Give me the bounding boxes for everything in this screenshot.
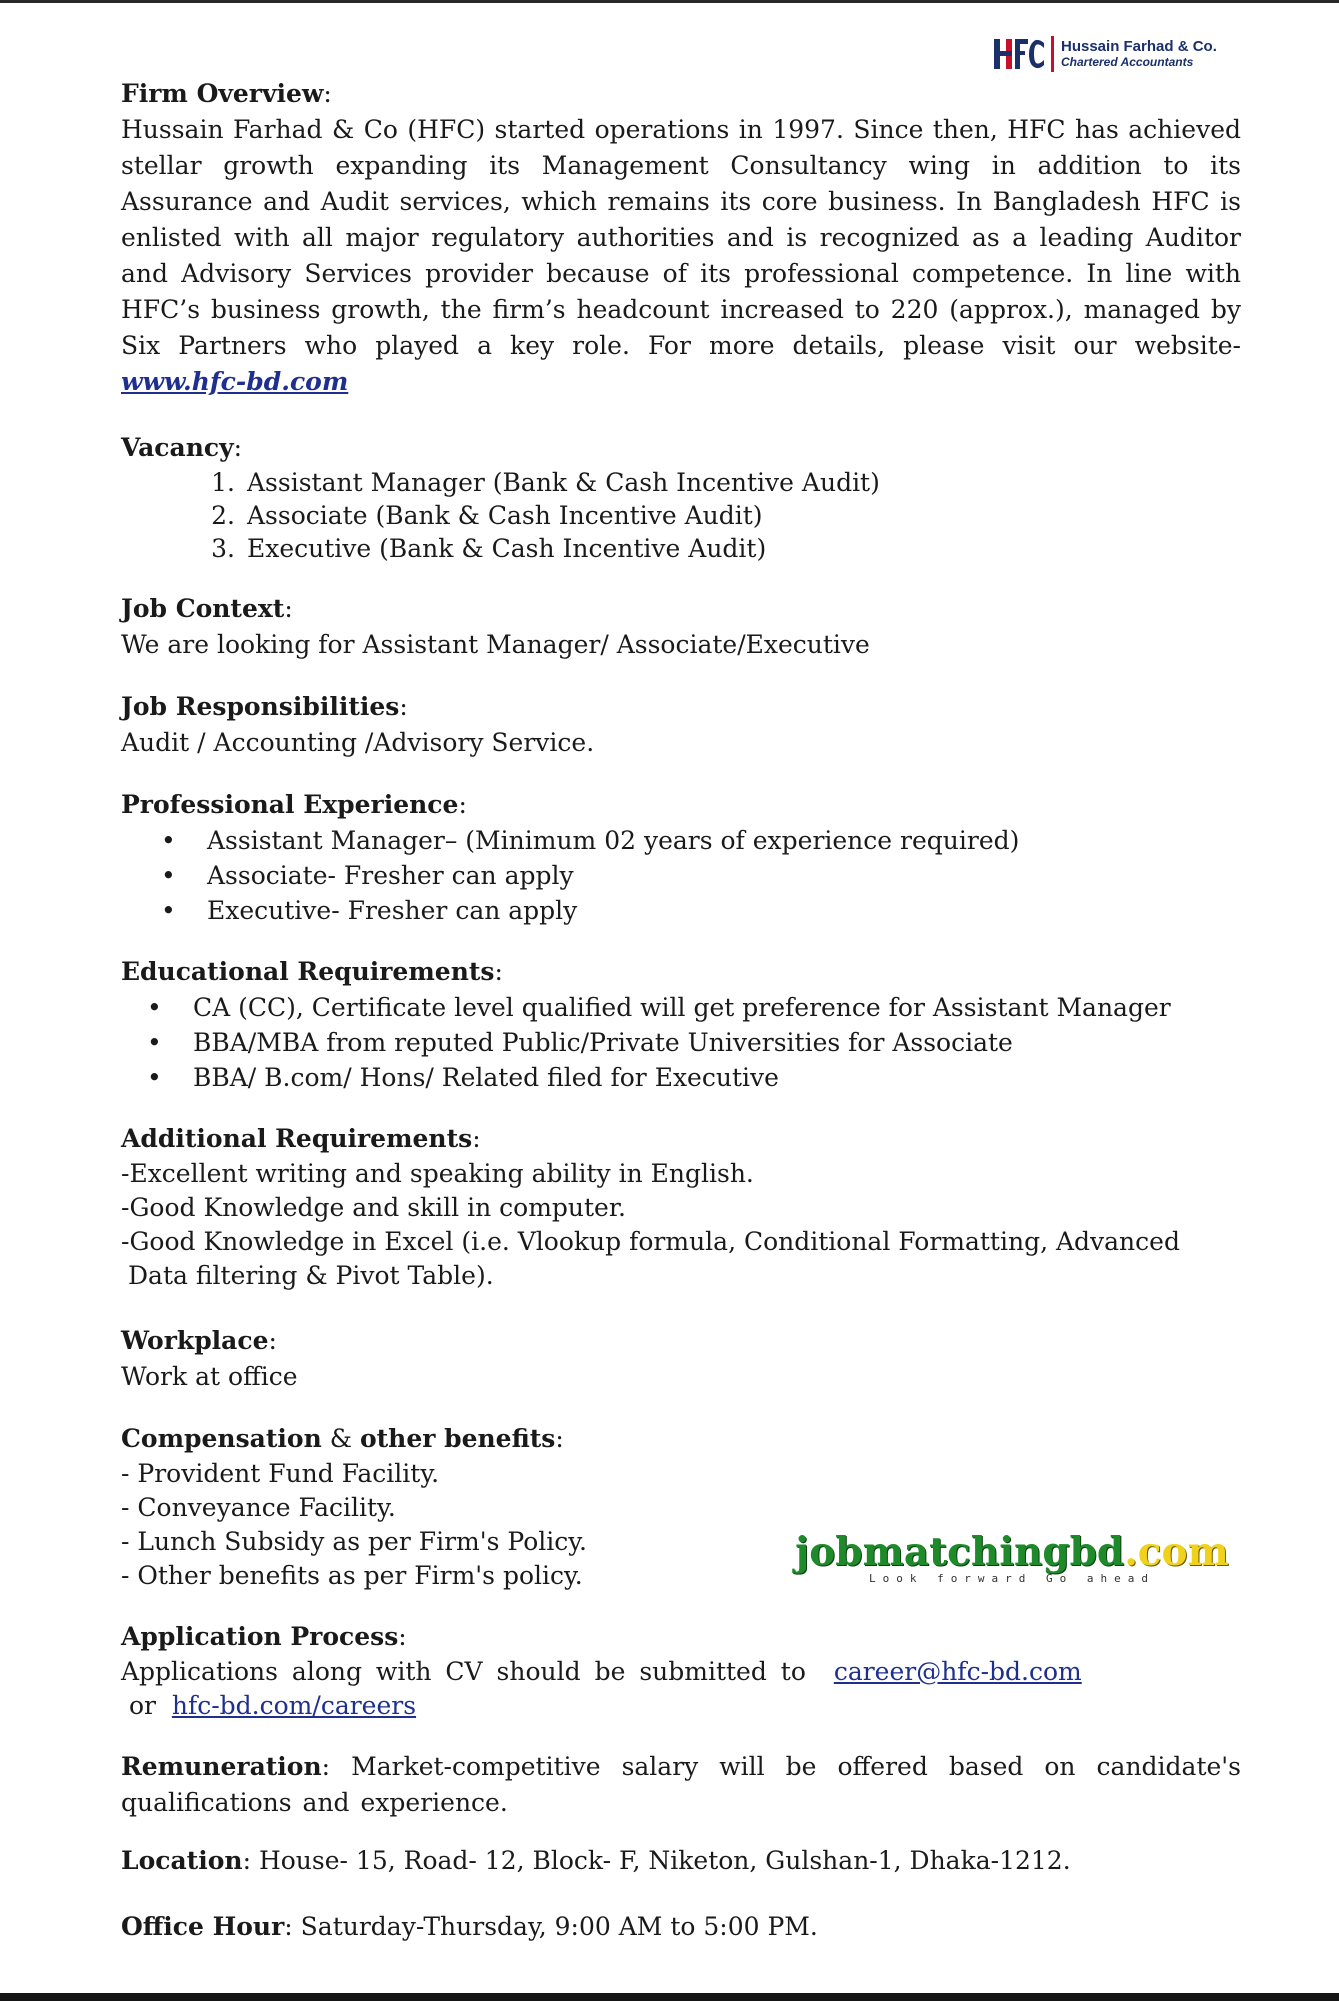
office-hour-text: Saturday-Thursday, 9:00 AM to 5:00 PM. [300, 1912, 818, 1941]
watermark-brand [792, 1530, 1232, 1574]
firm-overview-body: Hussain Farhad & Co (HFC) started operations in 1997. Since then, HFC has achieved stellar growth expanding its Management Consultancy wing in addition to its Assurance and Audit services, which remains its core business. In Bangladesh HFC is enlisted with all major regulatory authorities and is recognized as a leading Auditor and Advisory Services provider because of its professional competence. In line with HFC’s business growth, the firm’s headcount increased to 220 (approx.), managed by Six Partners who played a key role. For more details, please visit our website- [121, 115, 1241, 360]
jobmatchingbd-watermark [792, 1530, 1232, 1586]
workplace-section: Workplace: Work at office [121, 1323, 1241, 1395]
list-number: 1. [211, 468, 235, 497]
list-number: 3. [211, 534, 235, 563]
vacancy-item-text: Executive (Bank & Cash Incentive Audit) [247, 534, 767, 563]
vacancy-item-text: Assistant Manager (Bank & Cash Incentive Audit) [247, 468, 880, 497]
location-label: Location [121, 1846, 243, 1875]
application-text: Applications along with CV should be submitted to [121, 1657, 806, 1686]
logo-divider [1051, 36, 1054, 72]
job-context-heading: Job Context [121, 594, 285, 623]
educational-requirements-section: Educational Requirements: • CA (CC), Certificate level qualified will get preference for Assistant Manager • BBA/MBA from reputed Public/Private Universities for Associate • BBA/ B.com/ Hons/ Related filed for Executive [121, 954, 1241, 1095]
remuneration-section: Remuneration: Market-competitive salary will be offered based on candidate's qualifications and experience. [121, 1752, 1241, 1817]
educational-requirements-heading: Educational Requirements [121, 957, 495, 986]
benefit-line: - Other benefits as per Firm's policy. [121, 1561, 583, 1590]
application-process-section: Application Process: Applications along with CV should be submitted to career@hfc-bd.com or hfc-bd.com/careers [121, 1619, 1241, 1723]
hfc-logo-mark [993, 35, 1045, 73]
additional-requirement-line: -Good Knowledge and skill in computer. [121, 1193, 627, 1222]
list-item: • Assistant Manager– (Minimum 02 years of experience required) [121, 823, 1241, 858]
additional-requirement-line: -Good Knowledge in Excel (i.e. Vlookup formula, Conditional Formatting, Advanced [121, 1227, 1180, 1256]
education-list [121, 990, 1241, 1095]
compensation-heading: Compensation [121, 1424, 322, 1453]
logo-company-name: Hussain Farhad & Co. [1061, 38, 1217, 56]
professional-experience-heading: Professional Experience [121, 790, 459, 819]
job-responsibilities-heading: Job Responsibilities [121, 692, 400, 721]
additional-requirement-line: Data filtering & Pivot Table). [128, 1261, 494, 1290]
workplace-heading: Workplace [121, 1326, 269, 1355]
careers-page-link[interactable]: hfc-bd.com/careers [171, 1691, 417, 1720]
list-number: 2. [211, 501, 235, 530]
list-item: • Executive- Fresher can apply [121, 893, 1241, 928]
list-item: • BBA/ B.com/ Hons/ Related filed for Executive [121, 1060, 1241, 1095]
career-email-link[interactable]: career@hfc-bd.com [833, 1657, 1082, 1686]
list-item: • CA (CC), Certificate level qualified will get preference for Assistant Manager [121, 990, 1241, 1025]
list-item: • Associate- Fresher can apply [121, 858, 1241, 893]
vacancy-item-text: Associate (Bank & Cash Incentive Audit) [247, 501, 763, 530]
application-or-text: or [128, 1691, 156, 1720]
professional-experience-section: Professional Experience: • Assistant Manager– (Minimum 02 years of experience required) • Associate- Fresher can apply • Executive- Fresher can apply [121, 787, 1241, 928]
office-hour-section: Office Hour: Saturday-Thursday, 9:00 AM to 5:00 PM. [121, 1912, 818, 1941]
watermark-brand-name: jobmatchingbd [795, 1529, 1125, 1575]
application-line-2 [121, 1689, 1241, 1723]
remuneration-text: Market-competitive salary will be offered based on candidate's qualifications and experience. [121, 1752, 1241, 1817]
watermark-tagline: Look forward Go ahead [868, 1572, 1156, 1585]
compensation-section: Compensation & other benefits: - Provident Fund Facility. - Conveyance Facility. - Lunch Subsidy as per Firm's Policy. - Other benefits as per Firm's policy. [121, 1421, 1241, 1593]
additional-requirements-section: Additional Requirements: -Excellent writing and speaking ability in English. -Good Knowledge and skill in computer. -Good Knowledge in Excel (i.e. Vlookup formula, Conditional Formatting, Advanced Data filtering & Pivot Table). [121, 1121, 1241, 1293]
vacancy-list [121, 466, 1241, 565]
additional-requirements-heading: Additional Requirements [121, 1124, 473, 1153]
compensation-heading-amp: & [329, 1424, 352, 1453]
location-section: Location: House- 15, Road- 12, Block- F, Niketon, Gulshan-1, Dhaka-1212. [121, 1846, 1071, 1875]
job-context-text: We are looking for Assistant Manager/ Associate/Executive [121, 630, 870, 659]
location-text: House- 15, Road- 12, Block- F, Niketon, Gulshan-1, Dhaka-1212. [258, 1846, 1071, 1875]
page-top-border [0, 0, 1339, 3]
job-responsibilities-section: Job Responsibilities: Audit / Accounting /Advisory Service. [121, 689, 1241, 761]
website-link[interactable]: www.hfc-bd.com [121, 367, 349, 396]
workplace-text: Work at office [121, 1362, 298, 1391]
job-responsibilities-text: Audit / Accounting /Advisory Service. [121, 728, 595, 757]
list-item [121, 532, 1241, 565]
logo-subtitle: Chartered Accountants [1061, 54, 1194, 69]
page-bottom-border [0, 1993, 1339, 2001]
compensation-heading-rest: other benefits [359, 1424, 556, 1453]
list-item [121, 466, 1241, 499]
list-item [121, 499, 1241, 532]
application-process-heading: Application Process [121, 1622, 399, 1651]
list-item: • BBA/MBA from reputed Public/Private Universities for Associate [121, 1025, 1241, 1060]
firm-overview-heading: Firm Overview [121, 79, 324, 108]
additional-requirement-line: -Excellent writing and speaking ability in English. [121, 1159, 754, 1188]
vacancy-section: Vacancy: 1. Assistant Manager (Bank & Cash Incentive Audit) 2. Associate (Bank & Cash Incentive Audit) 3. Executive (Bank & Cash Incentive Audit) [121, 430, 1241, 565]
office-hour-label: Office Hour [121, 1912, 285, 1941]
watermark-brand-domain: .com [1124, 1529, 1229, 1575]
benefit-line: - Lunch Subsidy as per Firm's Policy. [121, 1527, 588, 1556]
application-line-1 [121, 1655, 1241, 1689]
benefit-line: - Provident Fund Facility. [121, 1459, 440, 1488]
firm-overview-text [121, 112, 1241, 400]
job-circular-document [121, 76, 1241, 1945]
company-logo [993, 34, 1217, 74]
remuneration-label: Remuneration [121, 1752, 322, 1781]
experience-list [121, 823, 1241, 928]
job-context-section: Job Context: We are looking for Assistant Manager/ Associate/Executive [121, 591, 1241, 663]
firm-overview-section: Firm Overview: Hussain Farhad & Co (HFC) started operations in 1997. Since then, HFC has achieved stellar growth expanding its Management Consultancy wing in addition to its Assurance and Audit services, which remains its core business. In Bangladesh HFC is enlisted with all major regulatory authorities and is recognized as a leading Auditor and Advisory Services provider because of its professional competence. In line with HFC’s business growth, the firm’s headcount increased to 220 (approx.), managed by Six Partners who played a key role. For more details, please visit our website- www.hfc-bd.com [121, 76, 1241, 400]
vacancy-heading: Vacancy [121, 433, 234, 462]
benefit-line: - Conveyance Facility. [121, 1493, 396, 1522]
